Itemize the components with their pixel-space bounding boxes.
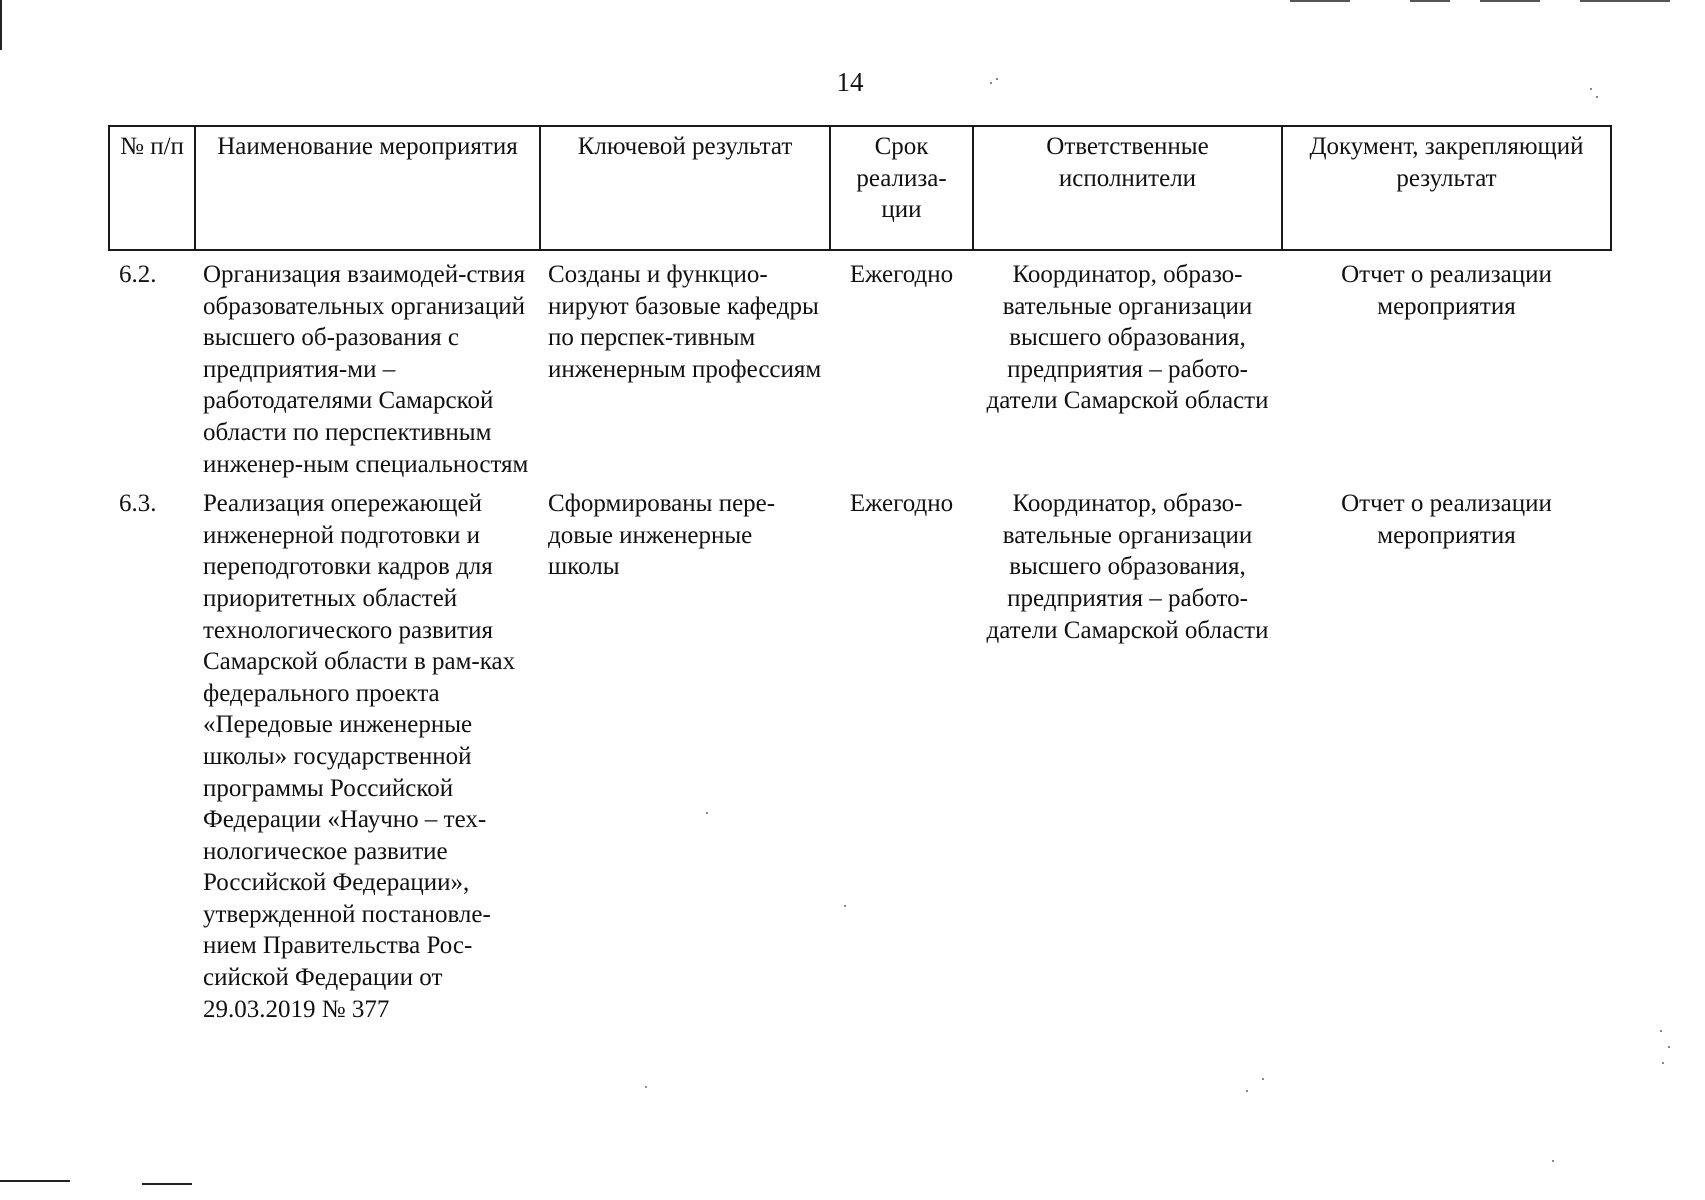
scan-speck xyxy=(1660,1030,1662,1032)
scan-edge-mark xyxy=(1480,0,1540,2)
scan-speck xyxy=(1262,1078,1264,1080)
measure-name: Реализация опережающей инженерной подготовки и переподготовки кадров для приоритетных областей технологического развития Самарской области в рам-ках федерального проекта «Передовые инженерные школы» государственной программы Российской Федерации «Научно – тех-нологическое развитие Российской Федерации», утвержденной постановле-нием Правительства Рос-сийской Федерации от 29.03.2019 № 377 xyxy=(203,490,516,1023)
scan-speck xyxy=(1246,1090,1248,1092)
implementation-term: Ежегодно xyxy=(849,261,954,288)
row-number: 6.3. xyxy=(119,490,157,518)
scan-speck xyxy=(1590,88,1592,90)
scan-speck xyxy=(1552,1160,1554,1162)
implementation-term: Ежегодно xyxy=(849,490,954,518)
scan-speck xyxy=(1596,96,1598,98)
key-result: Сформированы пере-довые инженерные школы xyxy=(548,490,776,581)
scan-edge-mark xyxy=(0,0,2,50)
result-document: Отчет о реализации мероприятия xyxy=(1341,490,1552,549)
row-number: 6.2. xyxy=(119,261,157,288)
scan-edge-mark xyxy=(142,1183,192,1185)
scan-speck xyxy=(1668,1046,1670,1048)
header-measure-name: Наименование мероприятия xyxy=(195,126,540,250)
result-document: Отчет о реализации мероприятия xyxy=(1341,261,1552,320)
scan-speck xyxy=(990,82,992,84)
table-header-row xyxy=(109,126,1611,250)
scan-speck xyxy=(645,1086,647,1088)
measures-table xyxy=(108,125,1612,1025)
scan-speck xyxy=(996,78,998,80)
header-term: Срок реализа-ции xyxy=(830,126,973,250)
key-result: Созданы и функцио-нируют базовые кафедры по перспек-тивным инженерным профессиям xyxy=(548,261,822,383)
page-number: 14 xyxy=(836,67,864,97)
table-row xyxy=(109,480,1611,1025)
responsible-executors: Координатор, образо-вательные организации высшего образования, предприятия – работо-датели Самарской области xyxy=(986,490,1269,644)
scan-edge-mark xyxy=(0,1180,70,1182)
header-responsible: Ответственные исполнители xyxy=(973,126,1282,250)
scan-edge-mark xyxy=(1410,0,1450,2)
scan-edge-mark xyxy=(1290,0,1350,2)
header-key-result: Ключевой результат xyxy=(540,126,830,250)
header-number: № п/п xyxy=(109,126,195,250)
scan-speck xyxy=(1662,1062,1664,1064)
measure-name: Организация взаимодей-ствия образовательных организаций высшего об-разования с предприятия-ми – работодателями Самарской области по перспективным инженер-ным специальностям xyxy=(203,261,529,478)
scan-edge-mark xyxy=(1580,0,1670,2)
header-document: Документ, закрепляющий результат xyxy=(1282,126,1611,250)
table-row xyxy=(109,250,1611,480)
responsible-executors: Координатор, образо-вательные организации высшего образования, предприятия – работо-датели Самарской области xyxy=(986,261,1269,415)
